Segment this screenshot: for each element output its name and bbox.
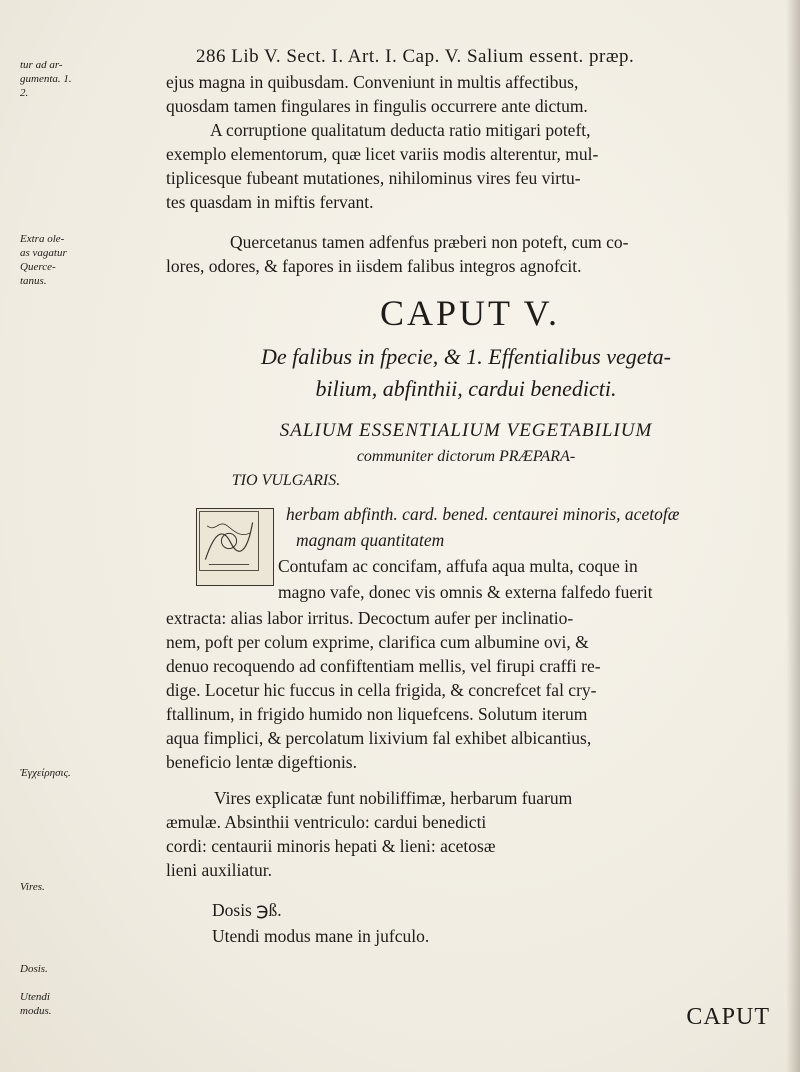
page-edge-shadow: [786, 0, 800, 1072]
margin-note-quercetanus: Extra ole-as vagatur Querce-tanus.: [20, 233, 67, 287]
margin-note-dosis: Dosis.: [20, 963, 48, 975]
text-line: aqua fimplici, & percolatum lixivium fal exhibet albicantius,: [166, 728, 592, 748]
text-line: extracta: alias labor irritus. Decoctum aufer per inclinatio-: [166, 608, 574, 628]
catchword: CAPUT: [686, 1004, 770, 1030]
section-heading-line: TIO VULGARIS.: [231, 472, 341, 489]
text-line: Vires explicatæ funt nobiliffimæ, herbarum fuarum: [214, 788, 573, 808]
text-line: ejus magna in quibusdam. Conveniunt in multis affectibus,: [166, 72, 579, 92]
section-heading-line: SALIUM ESSENTIALIUM VEGETABILIUM: [279, 420, 653, 441]
text-line: æmulæ. Absinthii ventriculo: cardui benedicti: [166, 812, 487, 832]
text-line: lieni auxiliatur.: [166, 860, 272, 880]
text-line: A corruptione qualitatum deducta ratio mitigari poteft,: [210, 120, 591, 140]
utendi-line: Utendi modus mane in jufculo.: [212, 926, 430, 946]
margin-note-vires: Vires.: [20, 881, 45, 893]
margin-note-argumenta: tur ad ar-gumenta. 1. 2.: [20, 59, 72, 99]
text-line: nem, poft per colum exprime, clarifica cum albumine ovi, &: [166, 632, 589, 652]
dosis-line: Dosis ℈ß.: [212, 900, 282, 920]
text-line: beneficio lentæ digeftionis.: [166, 752, 357, 772]
text-line: quosdam tamen fingulares in fingulis occurrere ante dictum.: [166, 96, 588, 116]
text-line: Contufam ac concifam, affufa aqua multa, coque in: [278, 556, 638, 576]
text-line: lores, odores, & fapores in iisdem falibus integros agnofcit.: [166, 256, 582, 276]
text-line: tiplicesque fubeant mutationes, nihilominus vires feu virtu-: [166, 168, 581, 188]
chapter-heading-line: bilium, abfinthii, cardui benedicti.: [315, 376, 617, 401]
margin-note-greek: Ἐγχείρησις.: [20, 767, 71, 779]
decorated-initial-icon: [196, 508, 274, 586]
text-line: exemplo elementorum, quæ licet variis modis alterentur, mul-: [166, 144, 599, 164]
ornament-icon: [197, 509, 261, 573]
text-line: denuo recoquendo ad confiftentiam mellis, vel firupi craffi re-: [166, 656, 601, 676]
chapter-heading-line: De falibus in fpecie, & 1. Effentialibus vegeta-: [261, 344, 671, 369]
chapter-title: CAPUT V.: [379, 293, 561, 333]
text-line: magno vafe, donec vis omnis & externa falfedo fuerit: [278, 582, 653, 602]
text-line: Quercetanus tamen adfenfus præberi non poteft, cum co-: [230, 232, 629, 252]
text-line: herbam abfinth. card. bened. centaurei minoris, acetofæ: [286, 504, 680, 524]
section-heading-line: communiter dictorum PRÆPARA-: [356, 448, 576, 465]
text-line: ftallinum, in frigido humido non liquefcens. Solutum iterum: [166, 704, 588, 724]
text-line: cordi: centaurii minoris hepati & lieni: acetosæ: [166, 836, 496, 856]
running-head: 286 Lib V. Sect. I. Art. I. Cap. V. Salium essent. præp.: [196, 46, 635, 67]
text-line: tes quasdam in miftis fervant.: [166, 192, 374, 212]
text-line: dige. Locetur hic fuccus in cella frigida, & concrefcet fal cry-: [166, 680, 597, 700]
margin-note-utendi: Utendi modus.: [20, 991, 52, 1017]
text-line: magnam quantitatem: [296, 530, 445, 550]
